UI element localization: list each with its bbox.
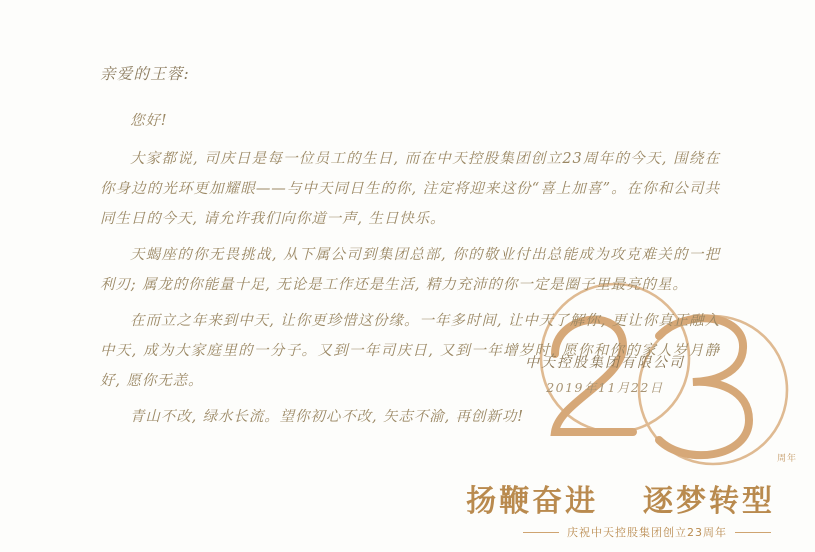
- signature-date: 2019年11月22日: [546, 380, 664, 395]
- footer-band: [0, 470, 815, 552]
- letter-paragraph-1: 您好!: [130, 113, 168, 129]
- divider-left: [523, 532, 559, 533]
- letter-paragraph-5: 青山不改, 绿水长流。望你初心不改, 矢志不渝, 再创新功!: [130, 409, 524, 425]
- footer-slogan-right: 逐梦转型: [643, 484, 775, 519]
- monogram-anniversary-label: 周年: [776, 454, 797, 464]
- letter-paragraph-4: 在而立之年来到中天, 让你更珍惜这份缘。一年多时间, 让中天了解你, 更让你真正融入中天, 成为大家庭里的一分子。又到一年司庆日, 又到一年增岁时, 愿你和你的家人岁月静好, 愿你无恙。: [100, 313, 720, 389]
- letter-paragraph-2: 大家都说, 司庆日是每一位员工的生日, 而在中天控股集团创立23周年的今天, 围绕在你身边的光环更加耀眼——与中天同日生的你, 注定将迎来这份“喜上加喜”。在你和公司共同生日的今天, 请允许我们向你道一声, 生日快乐。: [100, 151, 720, 227]
- footer-slogan-left: 扬鞭奋进: [466, 484, 599, 519]
- footer-subtitle-row: [523, 524, 771, 540]
- letter-paragraph-3: 天蝎座的你无畏挑战, 从下属公司到集团总部, 你的敬业付出总能成为攻克难关的一把利刃; 属龙的你能量十足, 无论是工作还是生活, 精力充沛的你一定是圈子里最亮的星。: [100, 247, 720, 293]
- divider-right: [735, 532, 771, 533]
- signature-block: [525, 352, 685, 396]
- signature-company: 中天控股集团有限公司: [525, 355, 685, 371]
- footer-subtitle: 庆祝中天控股集团创立23周年: [567, 526, 727, 539]
- footer-slogan: [466, 476, 775, 520]
- letter-salutation: 亲爱的王蓉:: [100, 65, 190, 83]
